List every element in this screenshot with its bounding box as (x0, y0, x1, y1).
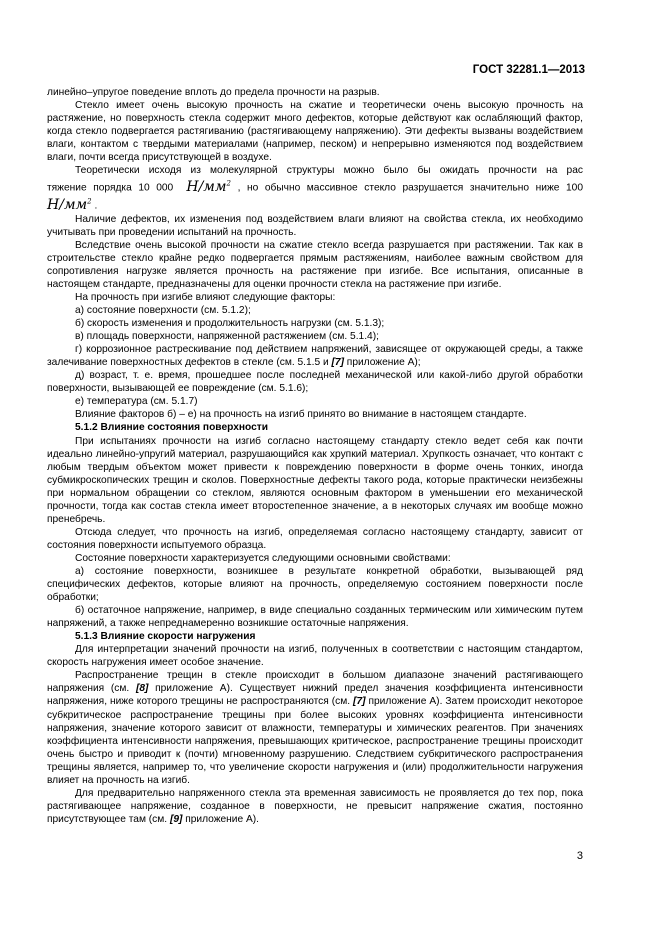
paragraph (47, 787, 583, 826)
reference-link: [8] (135, 683, 149, 695)
paragraph (47, 669, 583, 786)
unit-formula (47, 197, 92, 213)
section-heading: 5.1.2 Влияние состояния поверхности (75, 422, 269, 434)
unit-exponent: 2 (87, 197, 92, 206)
paragraph-text: , но обычно массивное стекло разрушается значительно ниже 100 (237, 182, 583, 194)
page-number: 3 (576, 850, 583, 862)
formula-paragraph (47, 195, 583, 213)
paragraph-text: г) коррозионное растрескивание под действием напряжений, зависящее от окружающей среды, а также залечивание поверхностных дефектов в стекле (см. 5.1.5 и (47, 344, 583, 369)
unit-numerator: Н (186, 178, 199, 195)
paragraph: Для интерпретации значений прочности на изгиб, полученных в соответствии с настоящим стандартом, скорость нагружения имеет особое значение. (47, 644, 583, 669)
paragraph: Состояние поверхности характеризуется следующими основными свойствами: (75, 552, 451, 564)
list-item: б) скорость изменения и продолжительность нагрузки (см. 5.1.3); (75, 318, 385, 330)
paragraph-text: приложение А). Существует нижний предел значения коэффициента интенсивности напряжения, ниже которого трещины не распространяются (см. (47, 683, 583, 708)
list-item: е) температура (см. 5.1.7) (75, 396, 198, 408)
reference-link: [7] (353, 696, 366, 708)
paragraph-text: приложение А); (343, 357, 421, 369)
unit-denominator: мм (63, 196, 88, 213)
formula-paragraph (47, 177, 583, 195)
paragraph: Вследствие очень высокой прочности на сжатие стекло всегда разрушается при растяжении. Так как в строительстве стекло крайне редко подвергается прямым растяжениям, наиболее важным свойством для сопротивления нагрузке является прочность на растяжение при изгибе. Все испытания, описанные в настоящем стандарте, предназначены для оценки прочности стекла на растяжение при изгибе. (47, 239, 583, 290)
list-item: а) состояние поверхности (см. 5.1.2); (75, 305, 251, 317)
list-item: д) возраст, т. е. время, прошедшее после последней механической или какой-либо другой обработки поверхности, вызывающей ее повреждение (см. 5.1.6); (47, 370, 583, 395)
fraction-slash: / (198, 178, 204, 195)
document-body (47, 86, 583, 826)
paragraph: Наличие дефектов, их изменения под воздействием влаги влияют на свойства стекла, их необходимо учитывать при проведении испытаний на прочность. (47, 213, 583, 238)
unit-formula (186, 179, 231, 195)
paragraph: При испытаниях прочности на изгиб согласно настоящему стандарту стекло ведет себя как почти идеально линейно-упругий материал, разрушающийся как хрупкий материал. Хрупкость означает, что контакт с любым твердым объектом может привести к повреждению поверхности в форме очень тонких, иногда субмикроскопических трещин и сколов. Поверхностные дефекты такого рода, которые практически неизбежны при нормальном обращении со стеклом, являются основным фактором в уменьшении его механической прочности, тогда как состав стекла имеет второстепенное значение, а в некоторых случаях им вообще можно пренебречь. (47, 435, 583, 525)
reference-link: [9] (169, 813, 183, 825)
paragraph: линейно–упругое поведение вплоть до предела прочности на разрыв. (47, 87, 380, 98)
reference-link: [7] (331, 357, 344, 369)
paragraph-text: . (94, 200, 98, 212)
paragraph-text: приложение А). Затем происходит некоторое субкритическое распространение трещины при более высоких уровнях коэффициента интенсивности напряжения, значение которого зависит от влажности, температуры и химических реагентов. При значениях коэффициента интенсивности напряжения, превышающих критическое, распространение трещины происходит очень быстро и приводит к (почти) мгновенному разрушению. Следствием субкритического распространения трещины является, например то, что увеличение скорости нагружения и (или) продолжительности нагружения влияет на прочность на изгиб. (47, 696, 583, 786)
paragraph: Влияние факторов б) – е) на прочность на изгиб принято во внимание в настоящем стандарте. (75, 409, 527, 421)
fraction-slash: / (59, 196, 64, 213)
paragraph: На прочность при изгибе влияют следующие факторы: (75, 292, 336, 304)
unit-exponent: 2 (226, 179, 231, 188)
list-item (47, 343, 583, 369)
paragraph-text: Распространение трещин в стекле происходит в большом диапазоне значений растягивающего напряжения (см. (47, 670, 583, 695)
paragraph-text: Для предварительно напряженного стекла эта временная зависимость не проявляется до тех пор, пока растягивающее напряжение, созданное в поверхности, не превысит напряжение сжатия, постоянно присутствующее там (см. (47, 787, 583, 825)
paragraph: Теоретически исходя из молекулярной структуры можно было бы ожидать прочности на рас (75, 165, 583, 177)
paragraph: Отсюда следует, что прочность на изгиб, определяемая согласно настоящему стандарту, зависит от состояния поверхности испытуемого образца. (47, 526, 583, 551)
unit-numerator: Н (47, 196, 60, 213)
paragraph-text: приложение А). (182, 813, 260, 825)
list-item: б) остаточное напряжение, например, в виде специально созданных термическим или химическим путем напряжений, а также непреднамеренно возникшие остаточные напряжения. (47, 605, 583, 630)
section-heading: 5.1.3 Влияние скорости нагружения (75, 631, 256, 643)
list-item: в) площадь поверхности, напряженной растяжением (см. 5.1.4); (75, 331, 379, 343)
document-header: ГОСТ 32281.1—2013 (472, 64, 585, 76)
paragraph-text: тяжение порядка 10 000 (47, 182, 174, 194)
paragraph: Стекло имеет очень высокую прочность на сжатие и теоретически очень высокую прочность на растяжение, но поверхность стекла содержит много дефектов, которые действуют как ослабляющий фактор, когда стекло подвергается растягиванию (растягивающему напряжению). Эти дефекты вызваны воздействием влаги, контактом с твердыми материалами (например, песком) и непрерывно изменяются под воздействием влаги, почти всегда присутствующей в воздухе. (47, 100, 583, 164)
list-item: а) состояние поверхности, возникшее в результате конкретной обработки, вызывающей ряд специфических дефектов, которые влияют на прочность, определяемую состоянием поверхности после обработки; (47, 566, 583, 604)
unit-denominator: мм (203, 178, 227, 195)
